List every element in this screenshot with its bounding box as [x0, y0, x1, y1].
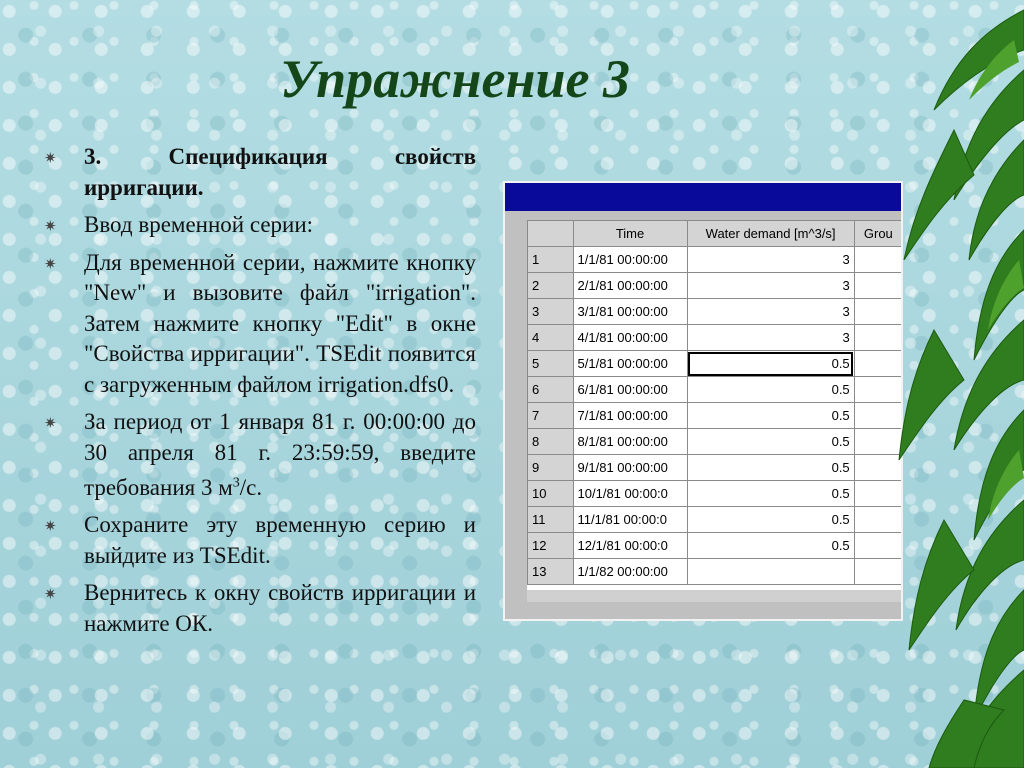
row-number-cell[interactable]: 2 [528, 273, 574, 299]
column-header-ground[interactable]: Grou [854, 221, 902, 247]
time-cell[interactable]: 2/1/81 00:00:00 [573, 273, 687, 299]
column-header-time[interactable]: Time [573, 221, 687, 247]
column-header-water-demand[interactable]: Water demand [m^3/s] [687, 221, 854, 247]
time-cell[interactable]: 4/1/81 00:00:00 [573, 325, 687, 351]
water-demand-cell[interactable]: 0.5 [687, 507, 854, 533]
time-cell[interactable]: 10/1/81 00:00:0 [573, 481, 687, 507]
table-row[interactable] [528, 351, 903, 377]
row-number-cell[interactable]: 9 [528, 455, 574, 481]
time-cell[interactable]: 5/1/81 00:00:00 [573, 351, 687, 377]
row-number-cell[interactable]: 1 [528, 247, 574, 273]
table-row[interactable] [528, 325, 903, 351]
bullet-item [44, 248, 476, 401]
water-demand-cell[interactable]: 0.5 [687, 403, 854, 429]
water-demand-cell[interactable]: 0.5 [687, 455, 854, 481]
water-demand-cell[interactable]: 3 [687, 299, 854, 325]
bullet-text: Сохраните эту временную серию и выйдите из TSEdit. [84, 512, 476, 568]
table-row[interactable] [528, 377, 903, 403]
time-cell[interactable]: 7/1/81 00:00:00 [573, 403, 687, 429]
bullet-text [84, 409, 476, 500]
row-number-cell[interactable]: 7 [528, 403, 574, 429]
asterisk-bullet-icon: ✷ [44, 151, 57, 167]
corner-header [528, 221, 574, 247]
water-demand-cell[interactable]: 0.5 [687, 533, 854, 559]
time-cell[interactable]: 1/1/82 00:00:00 [573, 559, 687, 585]
time-cell[interactable]: 8/1/81 00:00:00 [573, 429, 687, 455]
asterisk-bullet-icon: ✷ [44, 256, 57, 273]
bullet-text-part: За период от 1 января 81 г. 00:00:00 до 30 апреля 81 г. 23:59:59, введите требования 3 м [84, 409, 476, 500]
water-demand-cell[interactable]: 0.5 [687, 351, 854, 377]
row-number-cell[interactable]: 8 [528, 429, 574, 455]
bullet-text: Ввод временной серии: [84, 212, 314, 237]
bullet-item [44, 142, 476, 203]
water-demand-cell[interactable]: 3 [687, 273, 854, 299]
timeseries-grid [527, 220, 903, 590]
table-row[interactable] [528, 455, 903, 481]
row-number-cell[interactable]: 11 [528, 507, 574, 533]
time-cell[interactable]: 6/1/81 00:00:00 [573, 377, 687, 403]
bullet-item [44, 578, 476, 639]
timeseries-table [527, 220, 903, 585]
tsedit-screenshot [503, 181, 903, 621]
bullet-text-part: /с. [239, 474, 263, 500]
water-demand-cell[interactable]: 3 [687, 247, 854, 273]
water-demand-cell[interactable]: 0.5 [687, 377, 854, 403]
window-titlebar [505, 183, 901, 214]
asterisk-bullet-icon: ✷ [44, 519, 57, 536]
table-row[interactable] [528, 273, 903, 299]
superscript: 3 [232, 475, 240, 490]
row-number-cell[interactable]: 13 [528, 559, 574, 585]
time-cell[interactable]: 3/1/81 00:00:00 [573, 299, 687, 325]
water-demand-cell[interactable]: 3 [687, 325, 854, 351]
row-number-cell[interactable]: 4 [528, 325, 574, 351]
bullet-list [44, 142, 476, 646]
water-demand-cell[interactable] [687, 559, 854, 585]
grid-footer [527, 590, 903, 602]
row-number-cell[interactable]: 12 [528, 533, 574, 559]
water-demand-cell[interactable]: 0.5 [687, 481, 854, 507]
time-cell[interactable]: 1/1/81 00:00:00 [573, 247, 687, 273]
bullet-item [44, 210, 476, 241]
bullet-text: Для временной серии, нажмите кнопку "New" и вызовите файл "irrigation". Затем нажмите кнопку "Edit" в окне "Свойства ирригации". TSEdit появится с загруженным файлом irrigation.dfs0. [84, 249, 476, 397]
table-row[interactable] [528, 533, 903, 559]
bullet-item [44, 407, 476, 503]
table-row[interactable] [528, 507, 903, 533]
table-row[interactable] [528, 247, 903, 273]
time-cell[interactable]: 11/1/81 00:00:0 [573, 507, 687, 533]
water-demand-cell[interactable]: 0.5 [687, 429, 854, 455]
slide-title: Упражнение 3 [280, 49, 630, 109]
table-row[interactable] [528, 403, 903, 429]
table-row[interactable] [528, 429, 903, 455]
asterisk-bullet-icon: ✷ [44, 587, 57, 604]
table-row[interactable] [528, 559, 903, 585]
row-number-cell[interactable]: 10 [528, 481, 574, 507]
time-cell[interactable]: 9/1/81 00:00:00 [573, 455, 687, 481]
bullet-text: Вернитесь к окну свойств ирригации и нажмите ОК. [84, 580, 476, 636]
bamboo-leaves-decoration [894, 0, 1024, 768]
time-cell[interactable]: 12/1/81 00:00:0 [573, 533, 687, 559]
table-row[interactable] [528, 481, 903, 507]
asterisk-bullet-icon: ✷ [44, 416, 57, 432]
asterisk-bullet-icon: ✷ [44, 219, 57, 235]
table-header-row [528, 221, 903, 247]
row-number-cell[interactable]: 6 [528, 377, 574, 403]
row-number-cell[interactable]: 3 [528, 299, 574, 325]
bullet-item [44, 510, 476, 571]
row-number-cell[interactable]: 5 [528, 351, 574, 377]
table-row[interactable] [528, 299, 903, 325]
bullet-text: 3. Спецификация свойств ирригации. [84, 144, 476, 200]
